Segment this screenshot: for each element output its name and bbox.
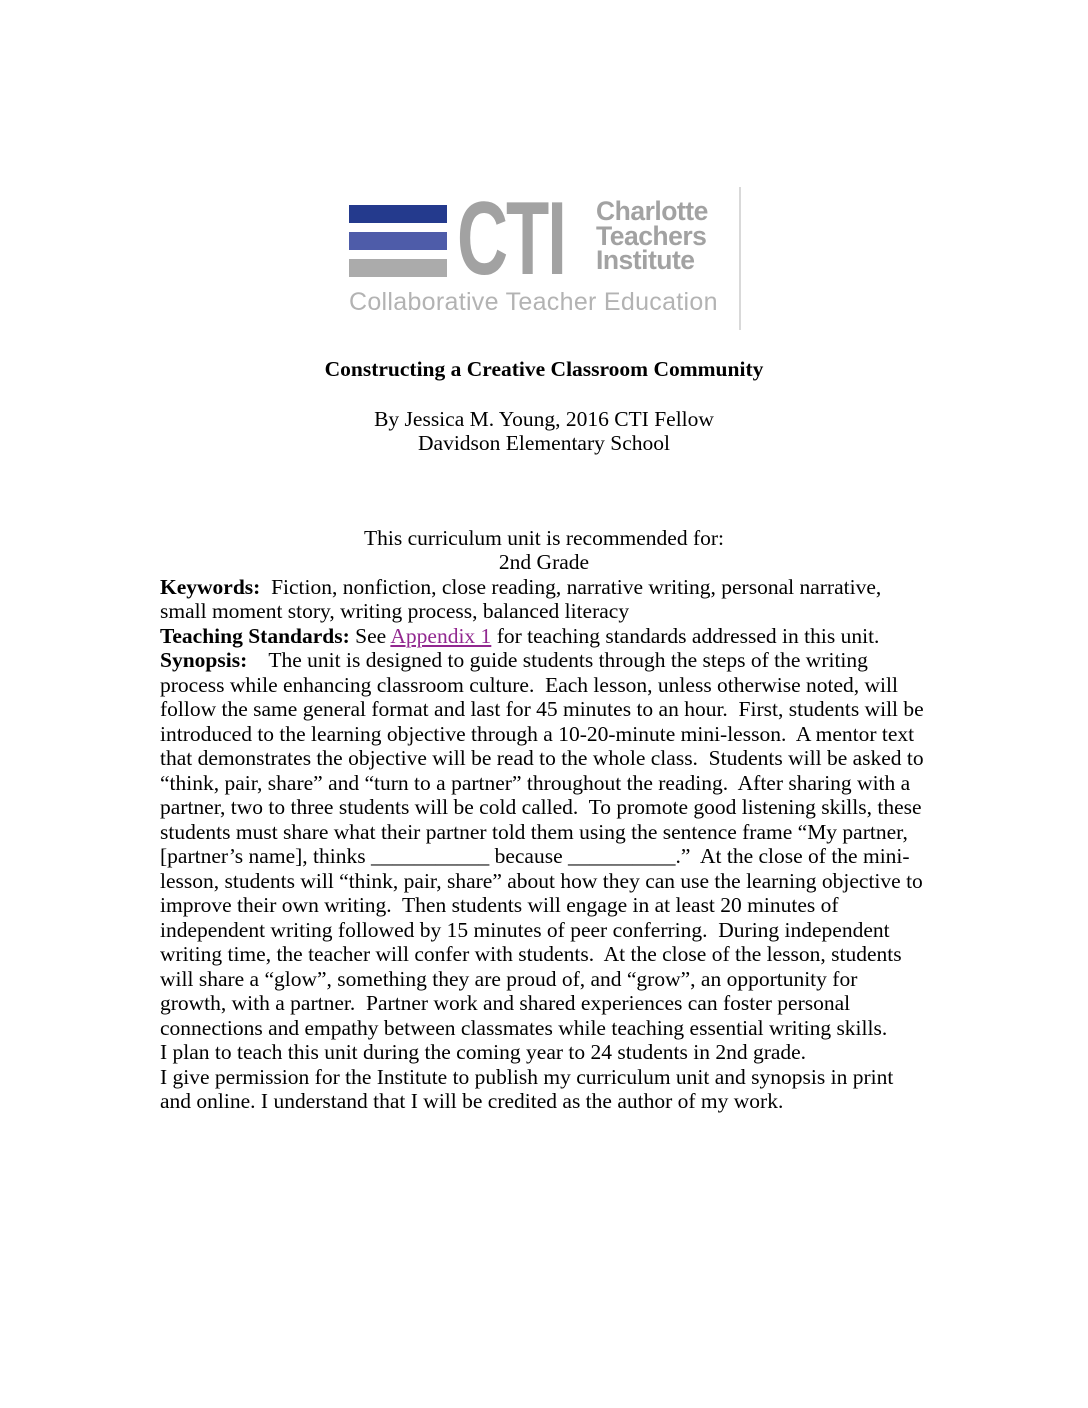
logo-bars: [349, 205, 447, 286]
synopsis-paragraph: [160, 648, 928, 1040]
byline-block: [160, 407, 928, 456]
keywords-text: Fiction, nonfiction, close reading, narrative writing, personal narrative, small moment story, writing process, balanced literacy: [160, 574, 887, 623]
logo-org-line-3: Institute: [596, 245, 695, 275]
logo-divider: [739, 187, 741, 330]
keywords-paragraph: [160, 575, 928, 624]
keywords-label: Keywords:: [160, 574, 261, 599]
synopsis-label: Synopsis:: [160, 648, 248, 672]
logo-bar-bottom: [349, 259, 447, 277]
logo-tagline: Collaborative Teacher Education: [349, 288, 718, 316]
teaching-standards-paragraph: [160, 624, 928, 649]
plan-paragraph: I plan to teach this unit during the coming year to 24 students in 2nd grade.: [160, 1040, 807, 1064]
logo-bar-middle: [349, 232, 447, 250]
logo-org-line-1: Charlotte: [596, 196, 708, 226]
logo-org-line-2: Teachers: [596, 220, 707, 251]
cti-logo: [347, 181, 741, 327]
synopsis-text: The unit is designed to guide students through the steps of the writing process while enhancing classroom culture. Each lesson, unless otherwise noted, will follow the same general format and last for 45 minutes to an hour. First, students will be introduced to the learning objective through a 10-20-minute mini-lesson. A mentor text that demonstrates the objective will be read to the whole class. Students will be asked to “think, pair, share” and “turn to a partner” throughout the reading. After sharing with a partner, two to three students will be cold called. To promote good listening skills, these students must share what their partner told them using the sentence frame “My partner, [partner’s name], thinks ___________ because __________.” At the close of the mini-lesson, students will “think, pair, share” about how they can use the learning objective to improve their own writing. Then students will engage in at least 20 minutes of independent writing followed by 15 minutes of peer conferring. During independent writing time, the teacher will confer with students. At the close of the lesson, students will share a “glow”, something they are proud of, and “grow”, an opportunity for growth, with a partner. Partner work and shared experiences can foster personal connections and empathy between classmates while teaching essential writing skills.: [160, 648, 930, 1040]
appendix-1-link[interactable]: Appendix 1: [390, 623, 492, 648]
author-line: By Jessica M. Young, 2016 CTI Fellow: [374, 406, 714, 431]
logo-acronym: CTI: [457, 181, 565, 297]
recommended-label: This curriculum unit is recommended for:: [363, 525, 725, 550]
recommended-grade: 2nd Grade: [498, 550, 590, 574]
teaching-standards-text-after: for teaching standards addressed in this unit.: [491, 623, 880, 648]
document-title: Constructing a Creative Classroom Community: [324, 357, 764, 381]
teaching-standards-label: Teaching Standards:: [160, 623, 350, 648]
permission-paragraph: I give permission for the Institute to publish my curriculum unit and synopsis in print and online. I understand that I will be credited as the author of my work.: [160, 1064, 899, 1113]
logo-org-name: [596, 196, 708, 275]
school-line: Davidson Elementary School: [418, 431, 670, 455]
teaching-standards-text-before: See: [349, 623, 391, 648]
recommended-block: [160, 526, 928, 575]
document-body: [160, 357, 928, 1114]
logo-bar-top: [349, 205, 447, 223]
